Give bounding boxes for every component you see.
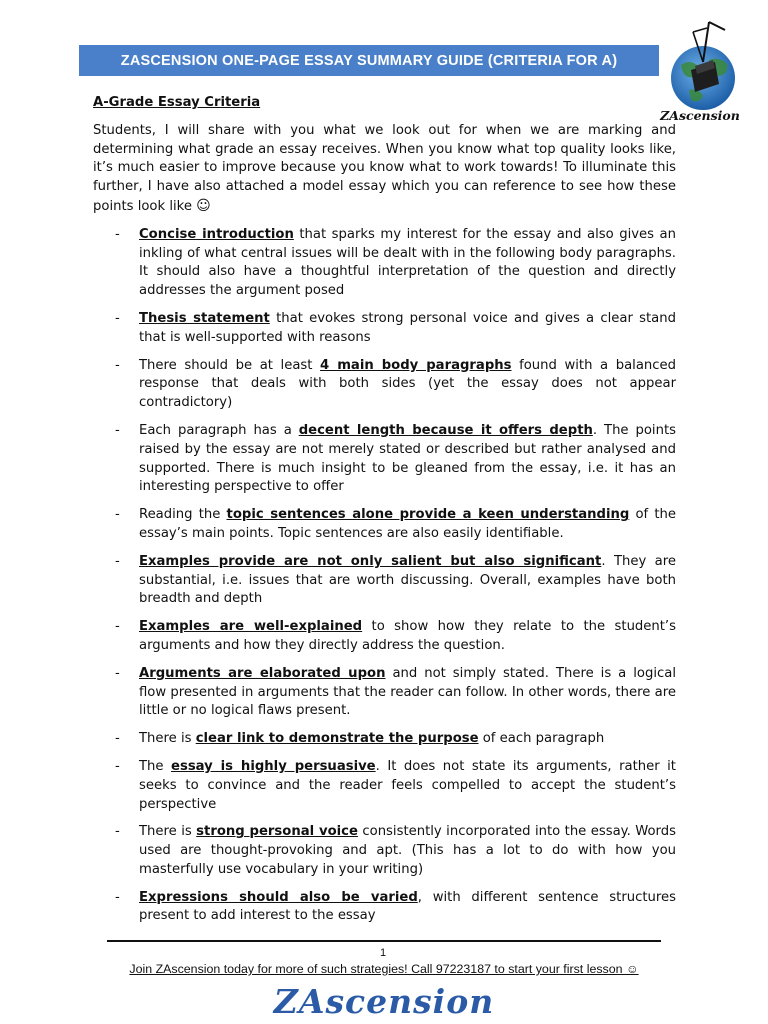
intro-paragraph (93, 122, 676, 217)
criteria-text: of each paragraph (478, 731, 605, 747)
criteria-item (93, 889, 676, 927)
criteria-item (93, 357, 676, 413)
criteria-text: . They are substantial, i.e. issues that are worth discussing. Overall, examples have both breadth and depth (139, 553, 677, 607)
criteria-emphasis: Examples are well-explained (139, 619, 363, 635)
criteria-item (93, 618, 676, 656)
criteria-emphasis: topic sentences alone provide a keen understanding (226, 507, 630, 523)
criteria-item (93, 665, 676, 721)
criteria-text: that sparks my interest for the essay and also gives an inkling of what central issues will be dealt with in the following body paragraphs. It should also have a thoughtful interpretation of the question and directly addresses the argument posed (139, 226, 676, 299)
criteria-emphasis: Concise introduction (139, 226, 294, 242)
criteria-text: There should be at least (139, 357, 321, 373)
footer-brand-logo: ZAscension (273, 982, 495, 1021)
criteria-emphasis: decent length because it offers depth (298, 422, 593, 438)
criteria-text: and not simply stated. There is a logical flow presented in arguments that the reader can follow. In other words, there are little or no logical flaws present. (139, 665, 676, 719)
document-body (93, 94, 676, 935)
criteria-emphasis: clear link to demonstrate the purpose (195, 731, 479, 747)
footer-divider (107, 940, 661, 942)
criteria-item (93, 506, 676, 544)
section-heading: A-Grade Essay Criteria (93, 95, 261, 110)
criteria-emphasis: 4 main body paragraphs (320, 357, 512, 373)
banner-title: ZASCENSION ONE-PAGE ESSAY SUMMARY GUIDE (CRITERIA FOR A) (120, 52, 618, 69)
criteria-item (93, 310, 676, 348)
criteria-item (93, 422, 676, 497)
criteria-text: consistently incorporated into the essay. Words used are thought-provoking and apt. (This has a lot to do with how you masterfully use vocabulary in your writing) (139, 824, 676, 877)
footer-cta: Join ZAscension today for more of such strategies! Call 97223187 to start your first lesson ☺ (129, 962, 639, 976)
logo-caption: ZAscension (660, 108, 740, 123)
criteria-emphasis: Examples provide are not only salient but also significant (139, 553, 602, 569)
criteria-item (93, 823, 676, 879)
criteria-text: There is (139, 731, 196, 747)
criteria-text: Each paragraph has a (139, 422, 299, 438)
title-banner (79, 45, 659, 76)
criteria-text: , with different sentence structures present to add interest to the essay (139, 889, 676, 924)
criteria-text: of the essay’s main points. Topic sentences are also easily identifiable. (139, 507, 676, 541)
criteria-text: There is (139, 824, 197, 840)
criteria-emphasis: Arguments are elaborated upon (139, 665, 386, 681)
criteria-text: Reading the (139, 507, 227, 523)
criteria-item (93, 758, 676, 814)
criteria-item (93, 226, 676, 301)
criteria-emphasis: strong personal voice (196, 824, 358, 840)
criteria-emphasis: essay is highly persuasive (171, 758, 376, 774)
smiley-icon: ☺ (196, 197, 211, 214)
criteria-text: that evokes strong personal voice and gives a clear stand that is well-supported with reasons (139, 310, 676, 345)
criteria-list (93, 226, 676, 927)
page-number: 1 (379, 947, 387, 959)
intro-text: Students, I will share with you what we look out for when we are marking and determining what grade an essay receives. When you know what top quality looks like, it’s much easier to improve because you know what to work towards! To illuminate this further, I have also attached a model essay which you can reference to see how these points look like (93, 122, 676, 214)
criteria-text: found with a balanced response that deals with both sides (yet the essay does not appear contradictory) (139, 357, 677, 411)
criteria-text: to show how they relate to the student’s arguments and how they directly address the question. (139, 619, 676, 653)
criteria-text: . It does not state its arguments, rather it seeks to convince and the reader feels compelled to accept the student’s perspective (139, 758, 676, 812)
criteria-text: . The points raised by the essay are not merely stated or described but rather analysed and supported. There is much insight to be gleaned from the essay, i.e. it has an interesting perspective to offer (139, 422, 676, 495)
criteria-text: The (139, 758, 172, 774)
criteria-emphasis: Expressions should also be varied (139, 889, 418, 905)
criteria-item (93, 553, 676, 609)
criteria-item (93, 730, 676, 749)
criteria-emphasis: Thesis statement (139, 310, 270, 326)
